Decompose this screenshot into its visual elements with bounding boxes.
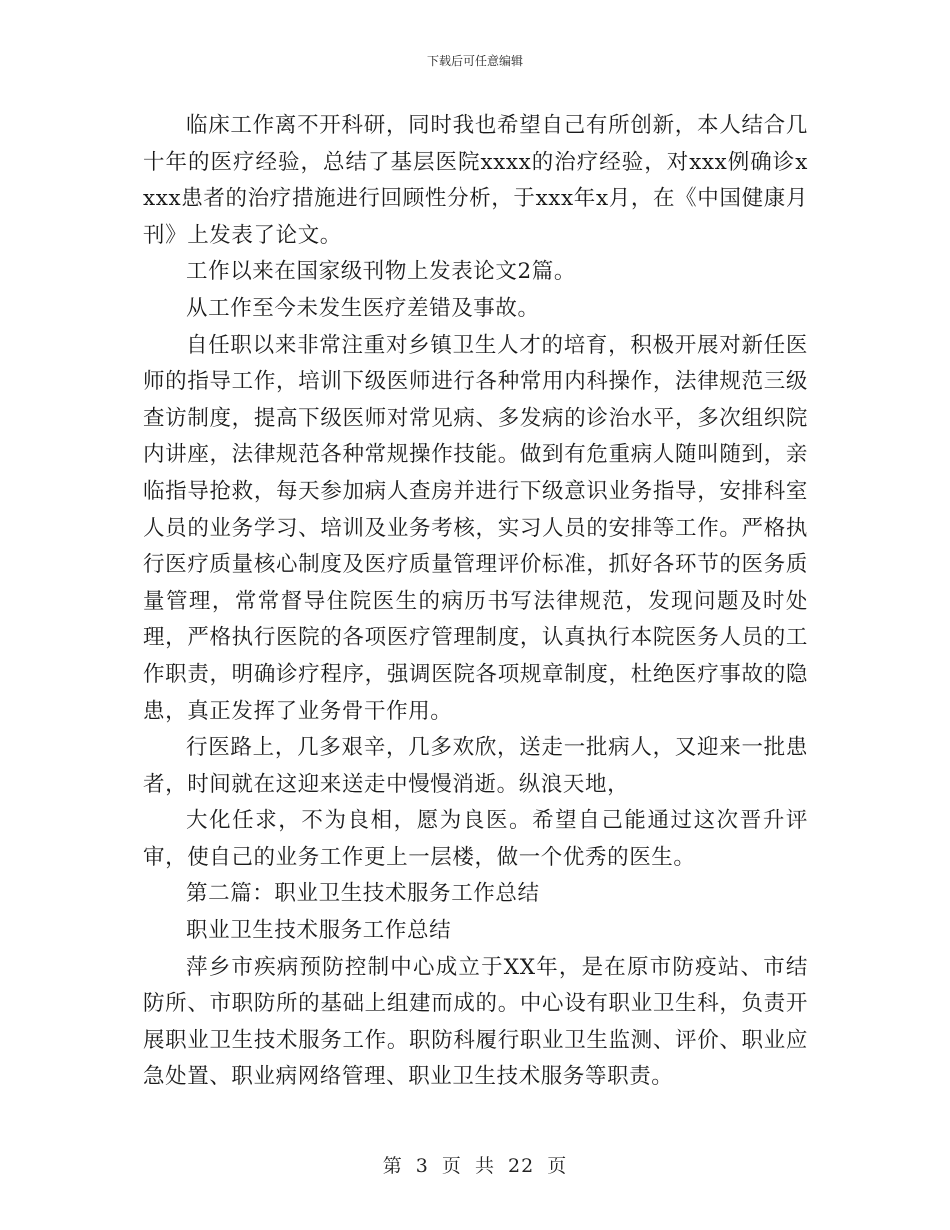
- page-header: 下载后可任意编辑: [426, 54, 523, 68]
- section-subtitle: 职业卫生技术服务工作总结: [186, 918, 452, 944]
- paragraph-cdc-intro: 萍乡市疾病预防控制中心成立于XX年，是在原市防疫站、市结防所、市职防所的基础上组建而成的。中心设有职业卫生科，负责开展职业卫生技术服务工作。职防科履行职业卫生监测、评价、职业应急处置、职业病网络管理、职业卫生技术服务等职责。: [143, 954, 808, 1090]
- paragraph-no-errors: 从工作至今未发生医疗差错及事故。: [186, 295, 540, 321]
- paragraph-training: 自任职以来非常注重对乡镇卫生人才的培育，积极开展对新任医师的指导工作，培训下级医师进行各种常用内科操作，法律规范三级查访制度，提高下级医师对常见病、多发病的诊治水平，多次组织院内讲座，法律规范各种常规操作技能。做到有危重病人随叫随到，亲临指导抢救，每天参加病人查房并进行下级意识业务指导，安排科室人员的业务学习、培训及业务考核，实习人员的安排等工作。严格执行医疗质量核心制度及医疗质量管理评价标准，抓好各环节的医务质量管理，常常督导住院医生的病历书写法律规范，发现问题及时处理，严格执行医院的各项医疗管理制度，认真执行本院医务人员的工作职责，明确诊疗程序，强调医院各项规章制度，杜绝医疗事故的隐患，真正发挥了业务骨干作用。: [143, 332, 808, 724]
- paragraph-aspiration: 大化任求，不为良相，愿为良医。希望自己能通过这次晋升评审，使自己的业务工作更上一层楼，做一个优秀的医生。: [143, 808, 808, 870]
- page-number: 第 3 页 共 22 页: [382, 1155, 568, 1177]
- paragraph-research: 临床工作离不开科研，同时我也希望自己有所创新，本人结合几十年的医疗经验，总结了基层医院xxxx的治疗经验，对xxx例确诊xxxx患者的治疗措施进行回顾性分析，于xxx年x月，在《中国健康月刊》上发表了论文。: [143, 113, 808, 248]
- body-text: [143, 108, 808, 1096]
- paragraph-publications: 工作以来在国家级刊物上发表论文2篇。: [186, 259, 576, 285]
- section-heading: 第二篇：职业卫生技术服务工作总结: [186, 881, 540, 907]
- paragraph-reflection: 行医路上，几多艰辛，几多欢欣，送走一批病人，又迎来一批患者，时间就在这迎来送走中慢慢消逝。纵浪天地，: [143, 735, 808, 797]
